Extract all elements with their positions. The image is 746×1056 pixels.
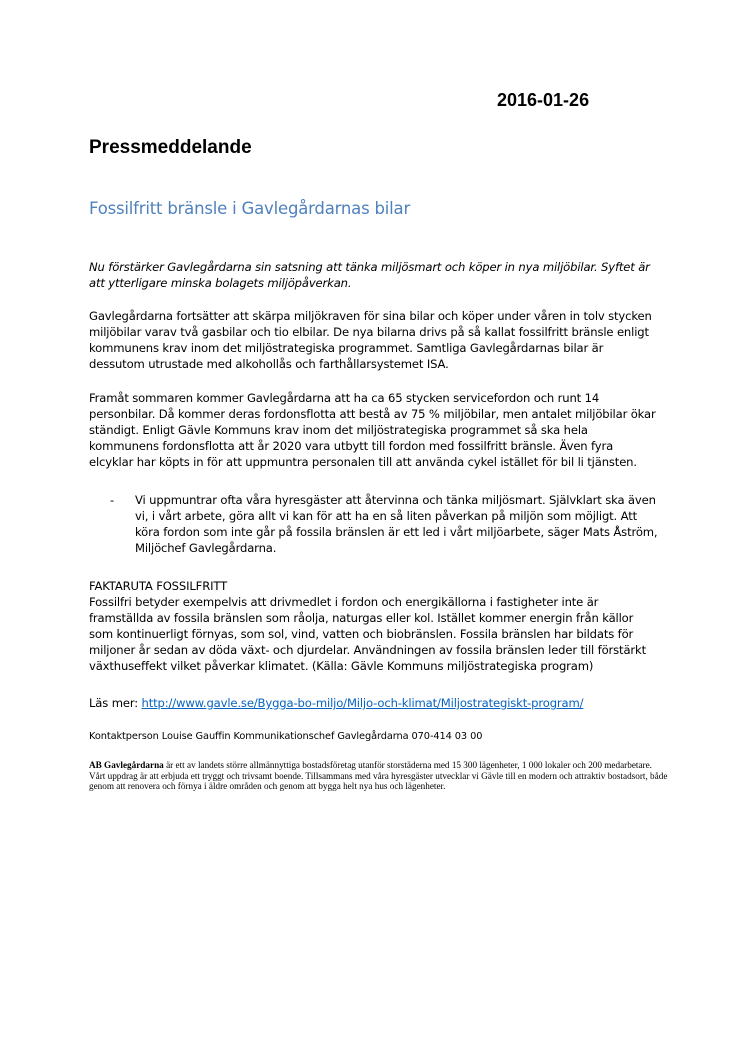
body-paragraph-2 <box>89 390 659 470</box>
read-more <box>89 695 659 711</box>
company-about <box>89 760 669 792</box>
lead-paragraph <box>89 259 659 291</box>
contact-line: Kontaktperson Louise Gauffin Kommunikationschef Gavlegårdarna 070-414 03 00 <box>89 731 483 742</box>
document-type-heading: Pressmeddelande <box>89 137 252 158</box>
quote-dash: - <box>110 493 115 507</box>
fact-box <box>89 578 659 674</box>
read-more-label: Läs mer: <box>89 696 142 710</box>
headline: Fossilfritt bränsle i Gavlegårdarnas bilar <box>89 199 411 218</box>
quote-block <box>110 492 665 556</box>
fact-box-text: Fossilfri betyder exempelvis att drivmedlet i fordon och energikällorna i fastigheter inte är framställda av fossila bränslen som råolja, naturgas eller kol. Istället kommer energin från källor som kontinuerligt förnyas, som sol, vind, vatten och biobränslen. Fossila bränslen har bildats för miljoner år sedan av döda växt- och djurdelar. Användningen av fossila bränslen leder till förstärkt växthuseffekt vilket påverkar klimatet. (Källa: Gävle Kommuns miljöstrategiska program) <box>89 595 646 673</box>
read-more-link[interactable]: http://www.gavle.se/Bygga-bo-miljo/Miljo-och-klimat/Miljostrategiskt-program/ <box>141 696 584 710</box>
company-name: AB Gavlegårdarna <box>89 760 164 770</box>
body-paragraph-1 <box>89 308 659 372</box>
fact-box-heading: FAKTARUTA FOSSILFRITT <box>89 579 228 593</box>
paragraph-1-text: Gavlegårdarna fortsätter att skärpa miljökraven för sina bilar och köper under våren in tolv stycken miljöbilar varav två gasbilar och tio elbilar. De nya bilarna drivs på så kallat fossilfritt bränsle enligt kommunens krav inom det miljöstrategiska programmet. Samtliga Gavlegårdarnas bilar är dessutom utrustade med alkohollås och farthållarsystemet ISA. <box>89 309 652 371</box>
lead-text: Nu förstärker Gavlegårdarna sin satsning att tänka miljösmart och köper in nya miljöbilar. Syftet är att ytterligare minska bolagets miljöpåverkan. <box>89 260 650 290</box>
paragraph-2-text: Framåt sommaren kommer Gavlegårdarna att ha ca 65 stycken servicefordon och runt 14 personbilar. Då kommer deras fordonsflotta att bestå av 75 % miljöbilar, men antalet miljöbilar ökar ständigt. Enligt Gävle Kommuns krav inom det miljöstrategiska programmet så ska hela kommunens fordonsflotta att år 2020 vara utbytt till fordon med fossilfritt bränsle. Även fyra elcyklar har köpts in för att uppmuntra personalen till att använda cykel istället för bil li tjänsten. <box>89 391 656 469</box>
press-date: 2016-01-26 <box>497 90 590 110</box>
company-about-text: är ett av landets större allmännyttiga bostadsföretag utanför storstäderna med 15 300 lägenheter, 1 000 lokaler och 200 medarbetare. Vårt uppdrag är att erbjuda ett tryggt och trivsamt boende. Tillsammans med våra hyresgäster utvecklar vi Gävle till en modern och attraktiv bostadsort, både genom att renovera och förnya i äldre områden och genom att bygga helt nya hus och lägenheter. <box>89 760 668 791</box>
quote-text: Vi uppmuntrar ofta våra hyresgäster att återvinna och tänka miljösmart. Självklart ska även vi, i vårt arbete, göra allt vi kan för att ha en så liten påverkan på miljön som möjligt. Att köra fordon som inte går på fossila bränslen är ett led i vårt miljöarbete, säger Mats Åström, Miljöchef Gavlegårdarna. <box>135 493 658 555</box>
